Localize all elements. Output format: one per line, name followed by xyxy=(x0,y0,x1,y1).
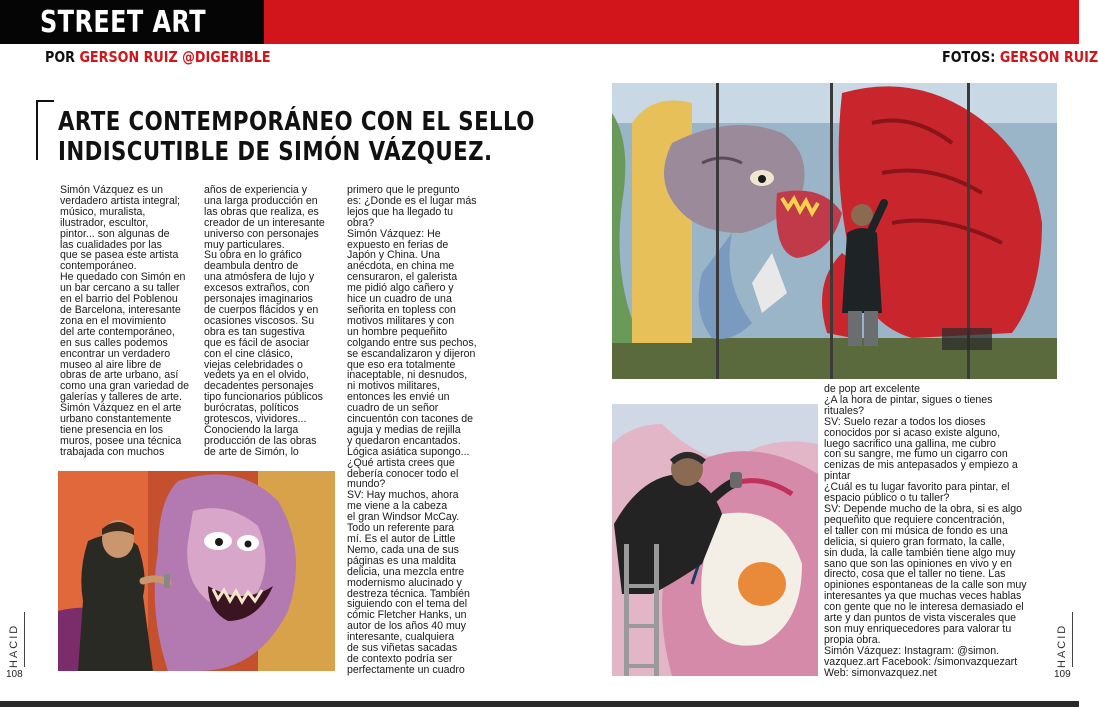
photo-artist-elephant-mural-image xyxy=(612,83,1057,379)
author-byline xyxy=(45,47,271,67)
header-red-bar xyxy=(264,0,1079,44)
headline-line-1: ARTE CONTEMPORÁNEO CON EL SELLO xyxy=(58,107,535,137)
body-column-2: años de experiencia y una larga producción en las obras que realiza, es creador de un interesante universo con personajes muy particulares. Su obra en lo gráfico deambula dentro de una atmósfera de lujo y excesos extraños, con personajes imaginarios de cuerpos flácidos y en ocasiones viscosos. Su obra es tan sugestiva que es fácil de asociar con el cine clásico, viejas celebridades o vedets ya en el olvido, decadentes personajes tipo funcionarios públicos burócratas, políticos grotescos, vividores... Conociendo la larga producción de las obras de arte de Simón, lo xyxy=(204,184,325,458)
photo-credit xyxy=(942,47,1098,67)
by-label: POR xyxy=(45,48,76,66)
photo-artist-elephant-mural xyxy=(612,83,1057,379)
photo-artist-painting-face-mural-image xyxy=(58,471,335,671)
author-name: GERSON RUIZ @DIGERIBLE xyxy=(79,48,271,66)
photo-artist-painting-face-mural xyxy=(58,471,335,671)
side-rule-left xyxy=(24,612,25,667)
page-bottom-bar xyxy=(0,701,1079,707)
photo-artist-ladder-mural xyxy=(612,404,818,676)
page-number-left: 108 xyxy=(6,669,23,680)
section-title: STREET ART xyxy=(40,5,206,40)
photos-label: FOTOS: xyxy=(942,48,996,66)
photo-artist-ladder-mural-image xyxy=(612,404,818,676)
body-column-4: de pop art excelente ¿A la hora de pintar, sigues o tienes rituales? SV: Suelo rezar a todos los dioses conocidos por si acaso existe alguno, luego sacrifico una gallina, me cubro con su sangre, me fumo un cigarro con cenizas de mis antepasados y empiezo a pintar ¿Cuál es tu lugar favorito para pintar, el espacio público o tu taller? SV: Depende mucho de la obra, si es algo pequeñito que requiere concentración, el taller con mi música de fondo es una delicia, si quiero gran formato, la calle, sin duda, la calle también tiene algo muy sano que son las opiniones en vivo y en directo, cosa que el taller no tiene. Las opiniones espontaneas de la calle son muy interesantes ya que muchas veces hablas con gente que no le interesa demasiado el arte y dan puntos de vista viscerales que son muy enriquecedores para valorar tu propia obra. Simón Vázquez: Instagram: @simon. vazquez.art Facebook: /simonvazquezart Web: simonvazquez.net xyxy=(824,383,1027,679)
photographer-name: GERSON RUIZ xyxy=(999,48,1098,66)
page-number-right: 109 xyxy=(1054,669,1071,680)
side-rule-right xyxy=(1072,612,1073,667)
magazine-name-right: HACID xyxy=(1056,623,1068,668)
body-column-1: Simón Vázquez es un verdadero artista integral; músico, muralista, ilustrador, escultor, pintor... son algunas de las cualidades por las que se pasea este artista contemporáneo. He quedado con Simón en un bar cercano a su taller en el barrio del Poblenou de Barcelona, interesante zona en el movimiento del arte contemporáneo, en sus calles podemos encontrar un verdadero museo al aire libre de obras de arte urbano, así como una gran variedad de galerías y talleres de arte. Simón Vázquez en el arte urbano constantemente tiene presencia en los muros, posee una técnica trabajada con muchos xyxy=(60,184,189,458)
body-column-3: primero que le pregunto es: ¿Donde es el lugar más lejos que ha llegado tu obra? Simón Vázquez: He expuesto en ferias de Japón y China. Una anécdota, en china me censuraron, el galerista me pidió algo cañero y hice un cuadro de una señorita en topless con motivos militares y con un hombre pequeñito colgando entre sus pechos, se escandalizaron y dijeron que eso era totalmente inaceptable, ni desnudos, ni motivos militares, entonces les envié un cuadro de un señor cincuentón con tacones de aguja y medias de rejilla y quedaron encantados. Lógica asiática supongo... ¿Qué artista crees que debería conocer todo el mundo? SV: Hay muchos, ahora me viene a la cabeza el gran Windsor McCay. Todo un referente para mí. Es el autor de Little Nemo, cada una de sus páginas es una maldita delicia, una mezcla entre modernismo alucinado y destreza técnica. También siguiendo con el tema del cómic Fletcher Hanks, un autor de los años 40 muy interesante, cualquiera de sus viñetas sacadas de contexto podría ser perfectamente un cuadro xyxy=(347,184,477,676)
headline-bracket xyxy=(36,100,54,160)
headline-line-2: INDISCUTIBLE DE SIMÓN VÁZQUEZ. xyxy=(58,137,493,167)
article-headline xyxy=(58,107,535,167)
magazine-name-left: HACID xyxy=(8,623,20,668)
